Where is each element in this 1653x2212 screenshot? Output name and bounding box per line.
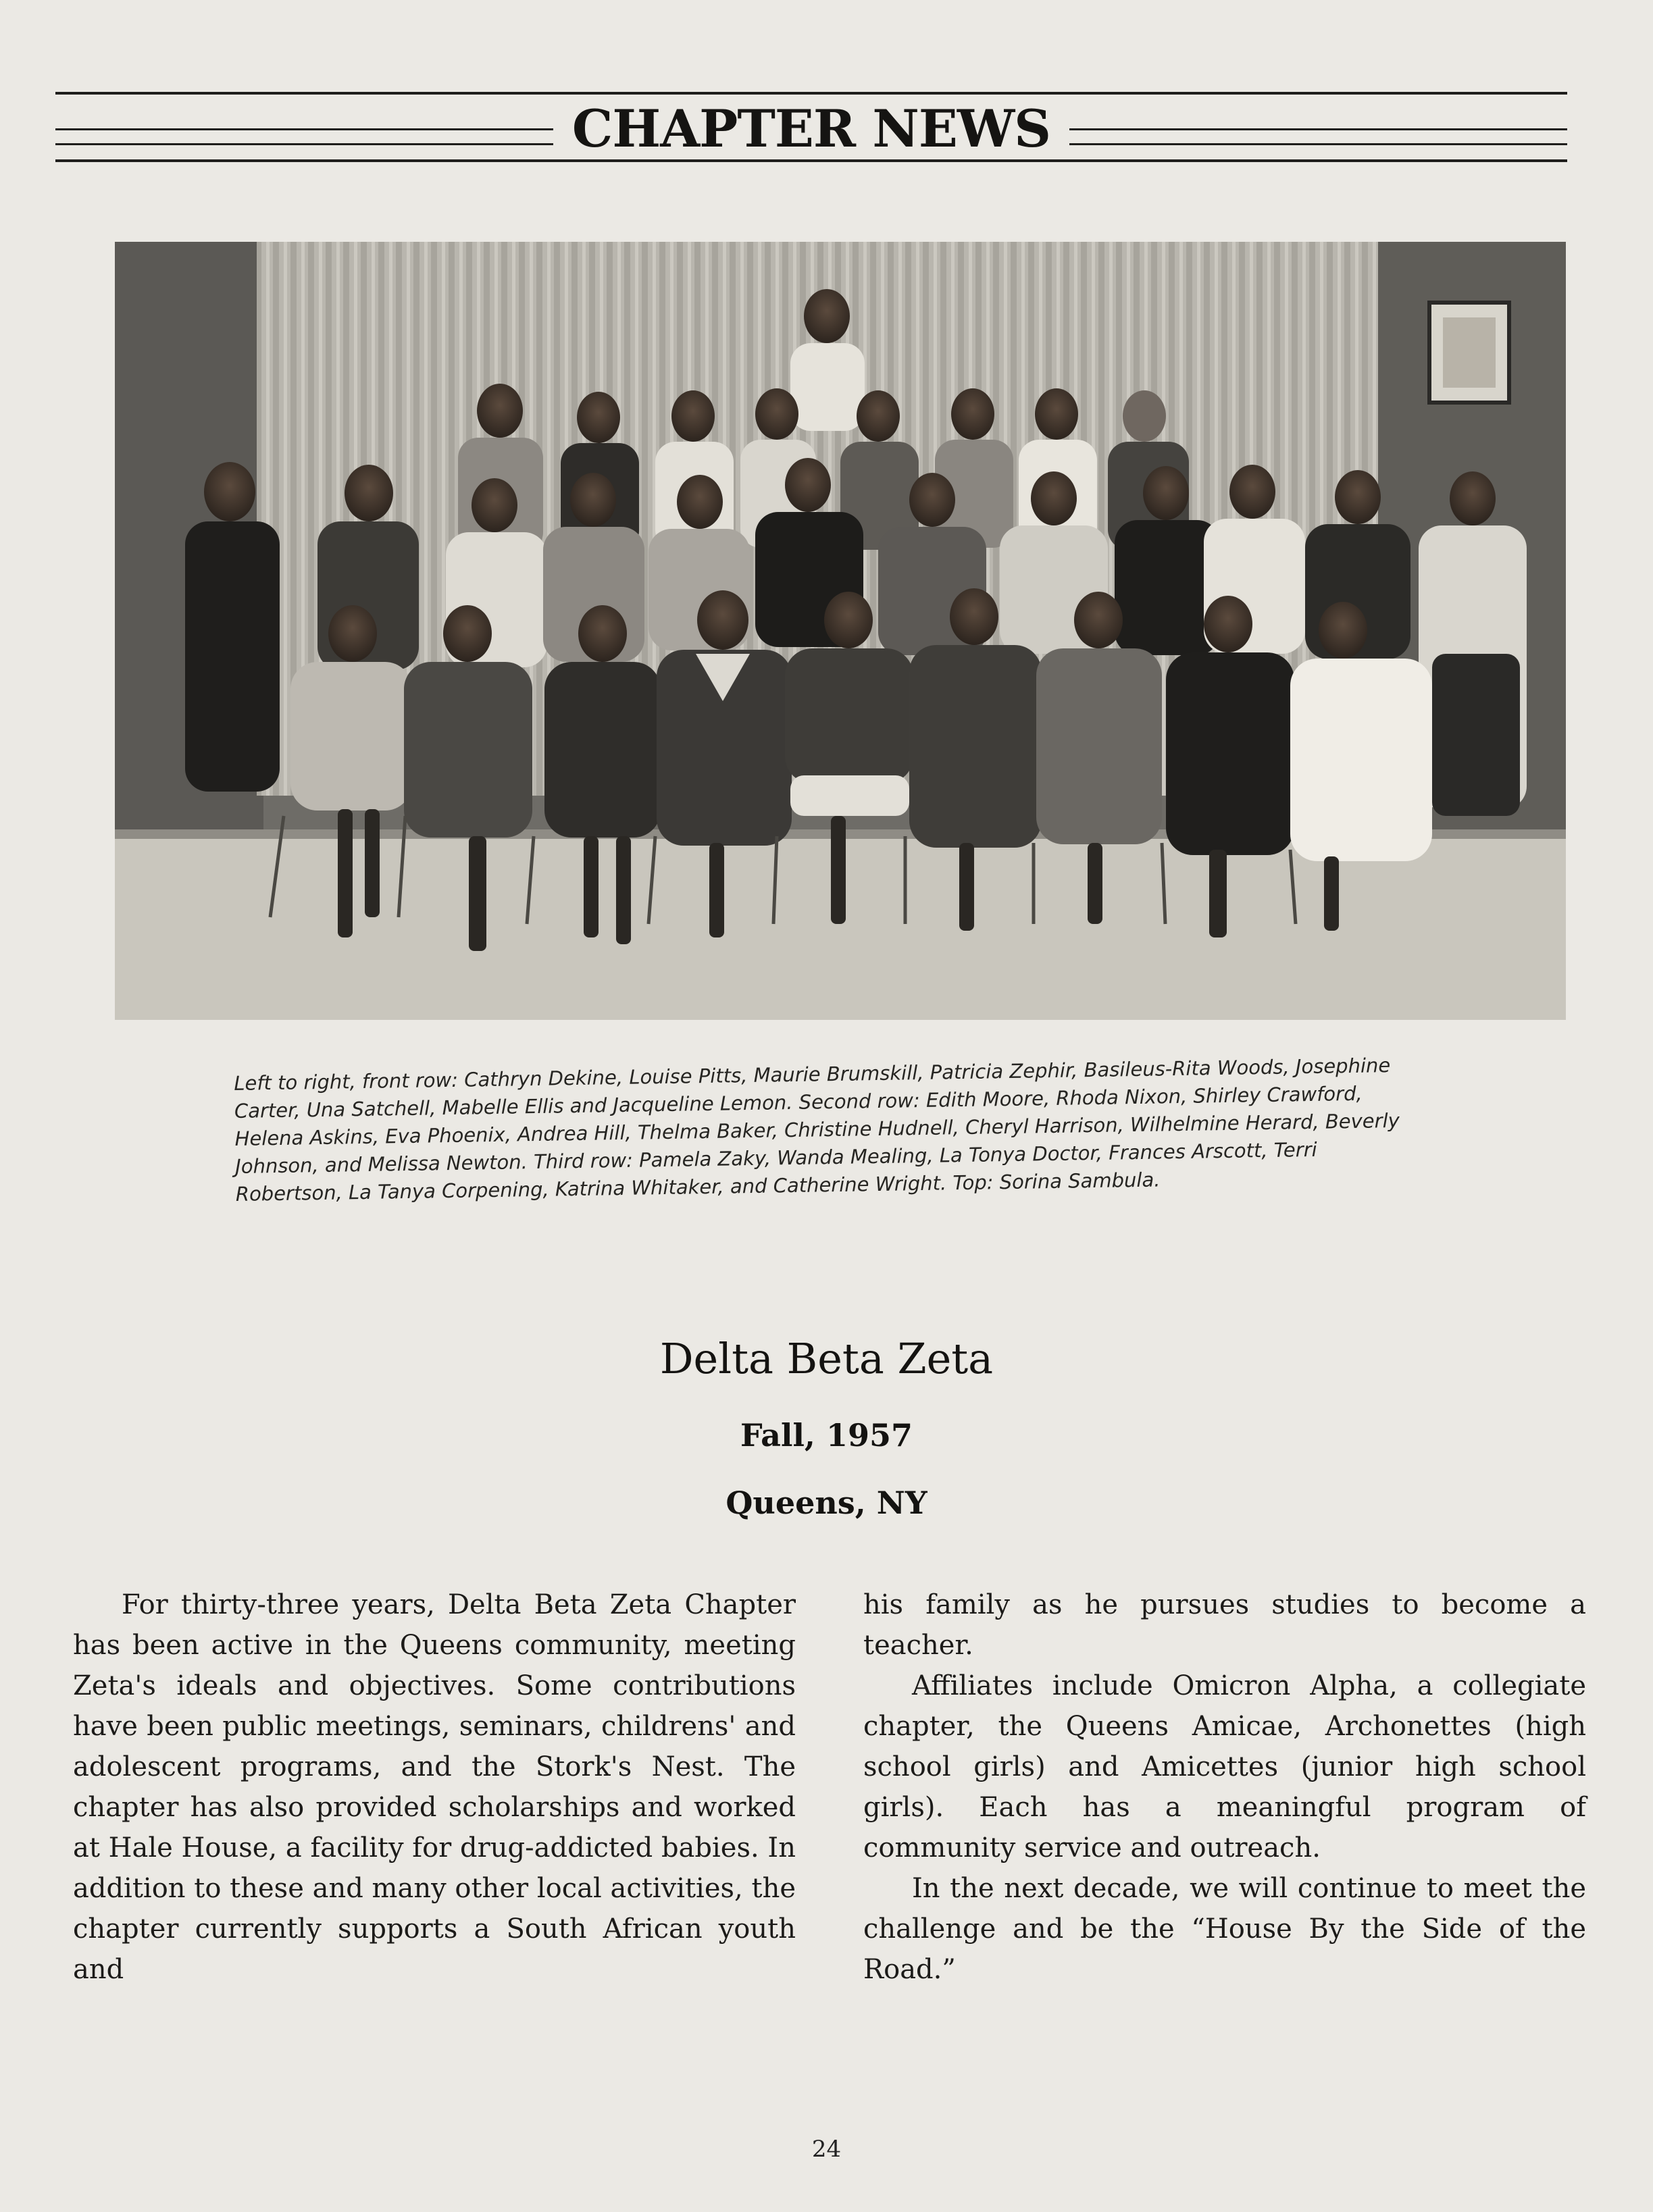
group-photo: [115, 242, 1566, 1020]
page-number: 24: [811, 2136, 842, 2163]
article-column-left: [73, 1585, 796, 1990]
article-paragraph: For thirty-three years, Delta Beta Zeta Chapter has been active in the Queens community, meeting Zeta's ideals and objectives. Some contributions have been public meetings, seminars, childrens' and adolescent programs, and the Stork's Nest. The chapter has also provided scholarships and worked at Hale House, a facility for drug-addicted babies. In addition to these and many other local activities, the chapter currently supports a South African youth and: [73, 1589, 796, 1985]
photo-caption: Left to right, front row: Cathryn Dekine, Louise Pitts, Maurie Brumskill, Patricia Zephir, Basileus-Rita Woods, Josephine Carter, Una Satchell, Mabelle Ellis and Jacqueline Lemon. Second row: Edith Moore, Rhoda Nixon, Shirley Crawford, Helena Askins, Eva Phoenix, Andrea Hill, Thelma Baker, Christine Hudnell, Cheryl Harrison, Wilhelmine Herard, Beverly Johnson, and Melissa Newton. Third row: Pamela Zaky, Wanda Mealing, La Tonya Doctor, Frances Arscott, Terri Robertson, La Tanya Corpening, Katrina Whitaker, and Catherine Wright. Top: Sorina Sambula.: [234, 1054, 1400, 1206]
article-paragraph: Affiliates include Omicron Alpha, a collegiate chapter, the Queens Amicae, Archonettes (high school girls) and Amicettes (junior high school girls). Each has a meaningful program of community service and outreach.: [863, 1670, 1586, 1863]
article-location: Queens, NY: [726, 1485, 927, 1521]
article-date: Fall, 1957: [740, 1417, 913, 1454]
section-title: CHAPTER NEWS: [55, 99, 1567, 159]
group-photo-icon: [115, 242, 1566, 1020]
article-title: Delta Beta Zeta: [659, 1334, 994, 1383]
header-rule: [55, 92, 1567, 95]
article-column-right: [863, 1585, 1586, 1990]
article-paragraph: his family as he pursues studies to become a teacher.: [863, 1589, 1586, 1661]
article-paragraph: In the next decade, we will continue to meet the challenge and be the “House By the Side of the Road.”: [863, 1873, 1586, 1985]
section-header: [55, 86, 1567, 168]
header-rule: [55, 159, 1567, 162]
